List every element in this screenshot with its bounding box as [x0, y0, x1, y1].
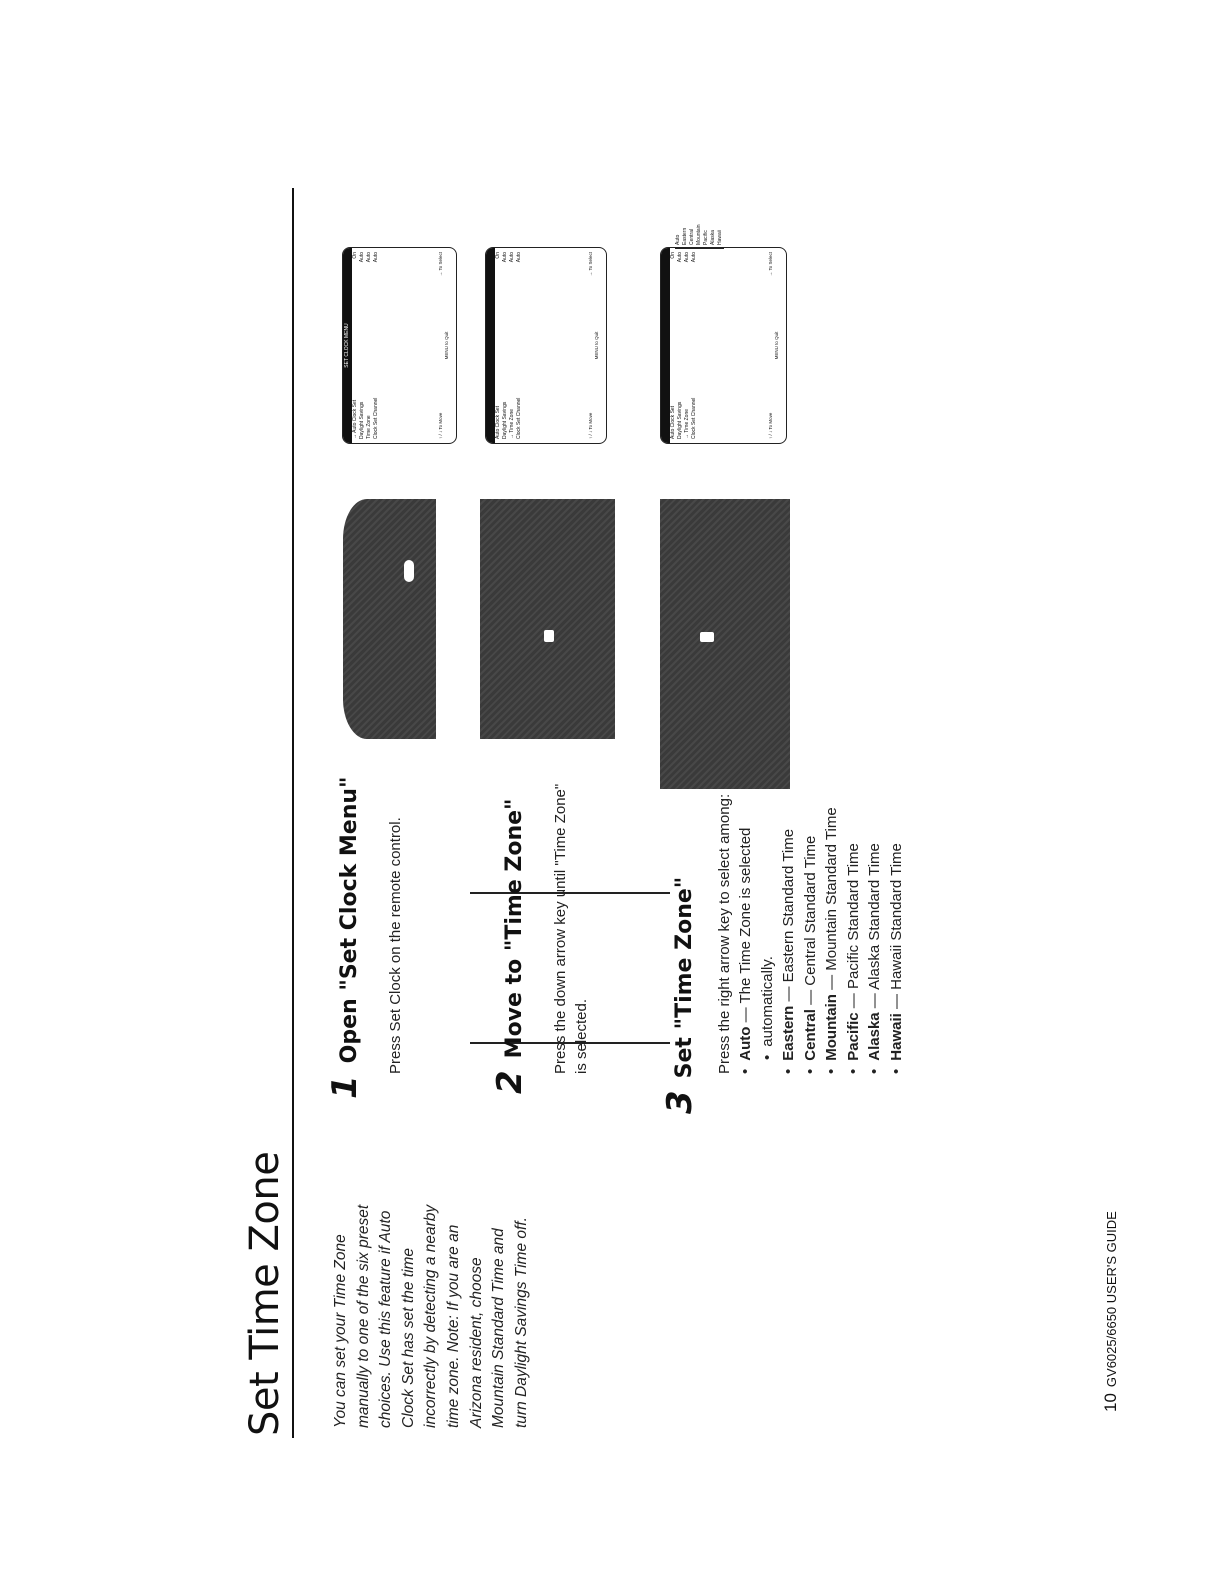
- option-item: Auto: [675, 234, 681, 245]
- step-3-number: 3: [660, 1090, 700, 1114]
- title-rule: [292, 188, 294, 1438]
- tv-screen-3: [660, 247, 787, 444]
- screen-1-row: Daylight Savings Auto: [359, 252, 365, 439]
- remote-control-photo-2: [480, 499, 615, 739]
- option-item: Hawaii: [717, 229, 723, 245]
- screen-2-row: Clock Set Channel Auto: [516, 252, 522, 439]
- option-item: Mountain: [696, 224, 702, 245]
- option-item: Eastern: [682, 227, 688, 245]
- screen-2-row: Daylight Savings Auto: [502, 252, 508, 439]
- option-item: Central: [689, 228, 695, 245]
- screen-3-hints: ↑ / ↓ To Move → To Select MENU to Quit: [768, 252, 779, 439]
- step-1-title: Open "Set Clock Menu": [337, 776, 362, 1064]
- screen-1-row: Time Zone Auto: [366, 252, 372, 439]
- screen-3-row: → Time Zone Auto: [684, 252, 690, 439]
- step-2-heading: [490, 798, 530, 1094]
- zone-item-pacific: • Pacific — Pacific Standard Time: [843, 807, 865, 1074]
- time-zone-list: [735, 807, 907, 1074]
- option-item: Alaska: [710, 229, 716, 245]
- page-number: 10: [1101, 1393, 1120, 1412]
- screen-1-row: → Auto Clock Set On: [352, 252, 358, 439]
- step-2-number: 2: [490, 1070, 530, 1094]
- step-1-number: 1: [325, 1075, 365, 1099]
- screen-1-row: Clock Set Channel Auto: [373, 252, 379, 439]
- step-1-text: Press Set Clock on the remote control.: [387, 817, 404, 1074]
- screen-1-hints: ↑ / ↓ To Move → To Select MENU to Quit: [438, 252, 449, 439]
- step-3-heading: [660, 877, 700, 1114]
- step-2-title: Move to "Time Zone": [502, 798, 527, 1059]
- screen-2-title: [486, 248, 495, 443]
- time-zone-options-popup: [675, 224, 724, 249]
- step-1-heading: [325, 777, 365, 1100]
- zone-item-mountain: • Mountain — Mountain Standard Time: [821, 807, 843, 1074]
- screen-2-hints: ↑ / ↓ To Move → To Select MENU to Quit: [588, 252, 599, 439]
- tv-screen-1: [342, 247, 457, 444]
- step-2-text: Press the down arrow key until "Time Zone" is selected.: [552, 783, 590, 1074]
- option-item: Pacific: [703, 230, 709, 245]
- guide-name: GV6025/6650 USER'S GUIDE: [1104, 1211, 1119, 1388]
- screen-3-row: Daylight Savings Auto: [677, 252, 683, 439]
- zone-item-alaska: • Alaska — Alaska Standard Time: [864, 807, 886, 1074]
- tv-screen-2: [485, 247, 607, 444]
- remote-control-photo-3: [660, 499, 790, 789]
- screen-3-title: [661, 248, 670, 443]
- screen-3-row: Clock Set Channel Auto: [691, 252, 697, 439]
- down-arrow-button-graphic: [544, 630, 554, 642]
- screen-2-row: Auto Clock Set On: [495, 252, 501, 439]
- screen-2-row: → Time Zone Auto: [509, 252, 515, 439]
- step-3-title: Set "Time Zone": [672, 876, 697, 1079]
- step-3-text: Press the right arrow key to select among:: [716, 793, 733, 1074]
- zone-item-auto: • Auto — The Time Zone is selected: [735, 807, 757, 1074]
- screen-1-title: SET CLOCK MENU: [343, 248, 352, 443]
- zone-item-eastern: • Eastern — Eastern Standard Time: [778, 807, 800, 1074]
- page-title: Set Time Zone: [242, 1151, 288, 1436]
- page-footer: [1101, 1211, 1121, 1412]
- set-clock-button-graphic: [404, 560, 414, 582]
- zone-item-central: • Central — Central Standard Time: [800, 807, 822, 1074]
- right-arrow-button-graphic: [700, 632, 714, 642]
- intro-text: You can set your Time Zone manually to one of the six preset choices. Use this feature if Auto Clock Set has set the time incorrectly by detecting a nearby time zone. Note: If you are an Arizona resident, choose Mountain Standard Time and turn Daylight Savings Time off.: [332, 1204, 530, 1428]
- remote-control-photo-1: [343, 499, 436, 739]
- zone-item-hawaii: • Hawaii — Hawaii Standard Time: [886, 807, 908, 1074]
- screen-3-row: Auto Clock Set On: [670, 252, 676, 439]
- zone-item-auto-cont: • automatically.: [757, 807, 779, 1074]
